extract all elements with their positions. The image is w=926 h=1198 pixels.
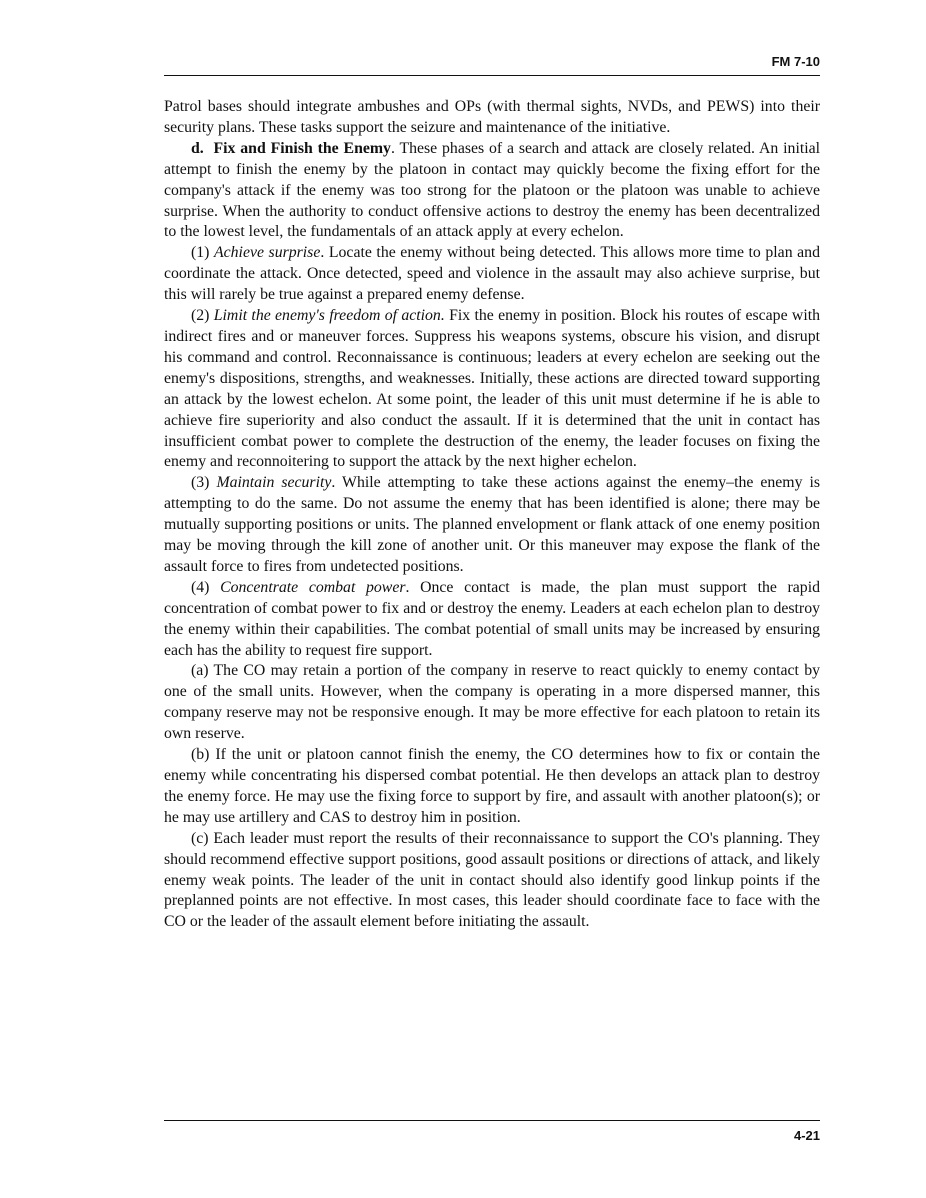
subsection-heading: Concentrate combat power — [220, 578, 406, 596]
paragraph-limit-freedom — [164, 306, 820, 473]
paragraph-patrol-bases — [164, 97, 820, 139]
paragraph-lead: (2) — [191, 307, 210, 325]
body-text — [164, 97, 820, 933]
paragraph-lead: (1) — [191, 244, 210, 262]
running-header: FM 7-10 — [771, 54, 820, 69]
paragraph-fix-and-finish — [164, 139, 820, 244]
paragraph-text: (b) If the unit or platoon cannot finish the enemy, the CO determines how to fix or contain the enemy while concentrating his dispersed combat potential. He then develops an attack plan to destroy the enemy force. He may use the fixing force to support by fire, and assault with another platoon(s); or he may use artillery and CAS to destroy him in position. — [164, 746, 820, 826]
subsection-heading: Achieve surprise — [214, 244, 321, 262]
footer-rule — [164, 1120, 820, 1121]
section-heading: Fix and Finish the Enemy — [213, 139, 391, 157]
paragraph-text: . Locate the enemy without being detected. This allows more time to plan and coordinate the attack. Once detected, speed and violence in the assault may also achieve surprise, but this will rarely be true against a prepared enemy defense. — [164, 244, 820, 304]
paragraph-report-results — [164, 829, 820, 934]
paragraph-text: Patrol bases should integrate ambushes and OPs (with thermal sights, NVDs, and PEWS) into their security plans. These tasks support the seizure and maintenance of the initiative. — [164, 98, 820, 136]
paragraph-achieve-surprise — [164, 243, 820, 306]
paragraph-text: . Once contact is made, the plan must support the rapid concentration of combat power to fix and or destroy the enemy. Leaders at each echelon plan to destroy the enemy within their capabilities. The combat potential of small units may be increased by ensuring each has the ability to request fire support. — [164, 578, 820, 659]
header-rule — [164, 75, 820, 76]
paragraph-text: (c) Each leader must report the results of their reconnaissance to support the CO's planning. They should recommend effective support positions, good assault positions or directions of attack, and likely enemy weak points. The leader of the unit in contact should also identify good linkup points if the preplanned points are not effective. In most cases, this leader should coordinate face to face with the CO or the leader of the assault element before initiating the assault. — [164, 829, 820, 931]
paragraph-maintain-security — [164, 473, 820, 578]
subsection-heading: Maintain security — [216, 474, 332, 492]
paragraph-lead: (3) — [191, 474, 210, 492]
paragraph-co-reserve — [164, 661, 820, 745]
paragraph-lead: (4) — [191, 578, 210, 596]
paragraph-text: Fix the enemy in position. Block his routes of escape with indirect fires and or maneuver forces. Suppress his weapons systems, obscure his vision, and disrupt his command and control. Reconnaissance is continuous; leaders at every echelon are seeking out the enemy's dispositions, strengths, and weaknesses. Initially, these actions are directed toward supporting an attack by the lowest echelon. At some point, the leader of this unit must determine if he is able to achieve fire superiority and also conduct the assault. If it is determined that the unit in contact has insufficient combat power to complete the destruction of the enemy, the leader focuses on fixing the enemy and reconnoitering to support the attack by the next higher echelon. — [164, 307, 820, 471]
paragraph-text: (a) The CO may retain a portion of the company in reserve to react quickly to enemy contact by one of the small units. However, when the company is operating in a more dispersed manner, this company reserve may not be responsive enough. It may be more effective for each platoon to retain its own reserve. — [164, 662, 820, 743]
subsection-heading: Limit the enemy's freedom of action. — [213, 307, 445, 325]
paragraph-lead: d. — [191, 139, 204, 157]
paragraph-text: . While attempting to take these actions against the enemy–the enemy is attempting to do the same. Do not assume the enemy that has been identified is alone; there may be mutually supporting positions or units. The planned envelopment or flank attack of one enemy position may be moving through the kill zone of another unit. Or this maneuver may expose the flank of the assault force to fires from undetected positions. — [164, 474, 821, 575]
page-number: 4-21 — [793, 1128, 820, 1143]
paragraph-fix-or-contain — [164, 745, 820, 829]
paragraph-text: . These phases of a search and attack are closely related. An initial attempt to finish the enemy by the platoon in contact may quickly become the fixing effort for the company's attack if the enemy was too strong for the platoon or the platoon was unable to achieve surprise. When the authority to conduct offensive actions to destroy the enemy has been decentralized to the lowest level, the fundamentals of an attack apply at every echelon. — [164, 139, 821, 241]
paragraph-concentrate-power — [164, 578, 820, 662]
